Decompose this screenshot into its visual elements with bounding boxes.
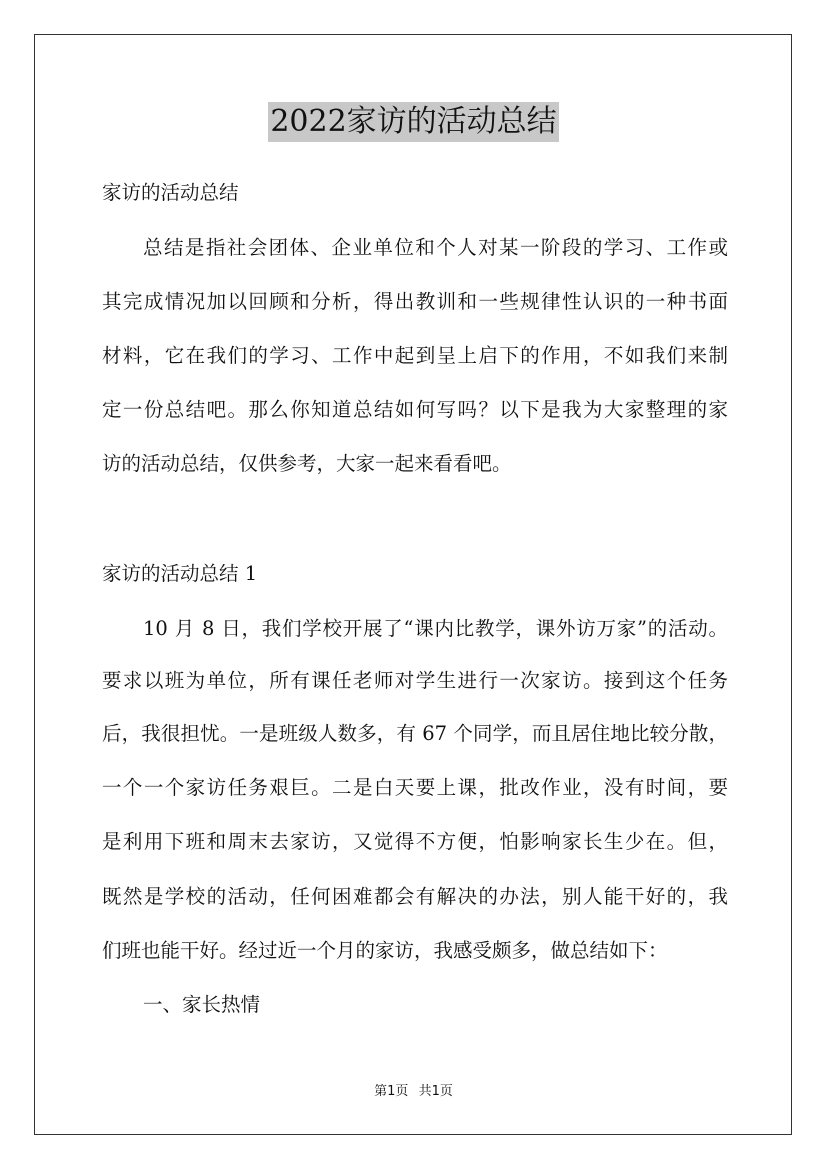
- title-container: [0, 102, 827, 142]
- section-heading: 家访的活动总结 1: [102, 562, 258, 585]
- document-title: 2022家访的活动总结: [268, 102, 558, 142]
- intro-line: 其完成情况加以回顾和分析，得出教训和一些规律性认识的一种书面: [102, 290, 728, 313]
- section-line: 们班也能干好。经过近一个月的家访，我感受颇多，做总结如下：: [102, 939, 668, 962]
- section-line: 10 月 8 日，我们学校开展了“课内比教学，课外访万家”的活动。: [143, 617, 728, 640]
- page-footer: [0, 1083, 827, 1101]
- intro-line: 总结是指社会团体、企业单位和个人对某一阶段的学习、工作或: [143, 236, 728, 259]
- intro-line: 定一份总结吧。那么你知道总结如何写吗？以下是我为大家整理的家: [102, 398, 728, 421]
- section-line: 要求以班为单位，所有课任老师对学生进行一次家访。接到这个任务: [102, 669, 728, 692]
- point-heading: 一、家长热情: [143, 993, 261, 1016]
- section-line: 是利用下班和周末去家访，又觉得不方便，怕影响家长生少在。但，: [102, 830, 728, 853]
- section-line: 一个一个家访任务艰巨。二是白天要上课，批改作业，没有时间，要: [102, 776, 728, 799]
- page-number: 第1页: [374, 1084, 409, 1099]
- page-total: 共1页: [418, 1084, 453, 1099]
- intro-line: 访的活动总结，仅供参考，大家一起来看看吧。: [102, 452, 512, 475]
- section-line: 后，我很担忧。一是班级人数多，有 67 个同学，而且居住地比较分散，: [102, 722, 728, 745]
- document-subtitle: 家访的活动总结: [102, 181, 239, 204]
- intro-line: 材料，它在我们的学习、工作中起到呈上启下的作用，不如我们来制: [102, 344, 728, 367]
- section-line: 既然是学校的活动，任何困难都会有解决的办法，别人能干好的，我: [102, 885, 728, 908]
